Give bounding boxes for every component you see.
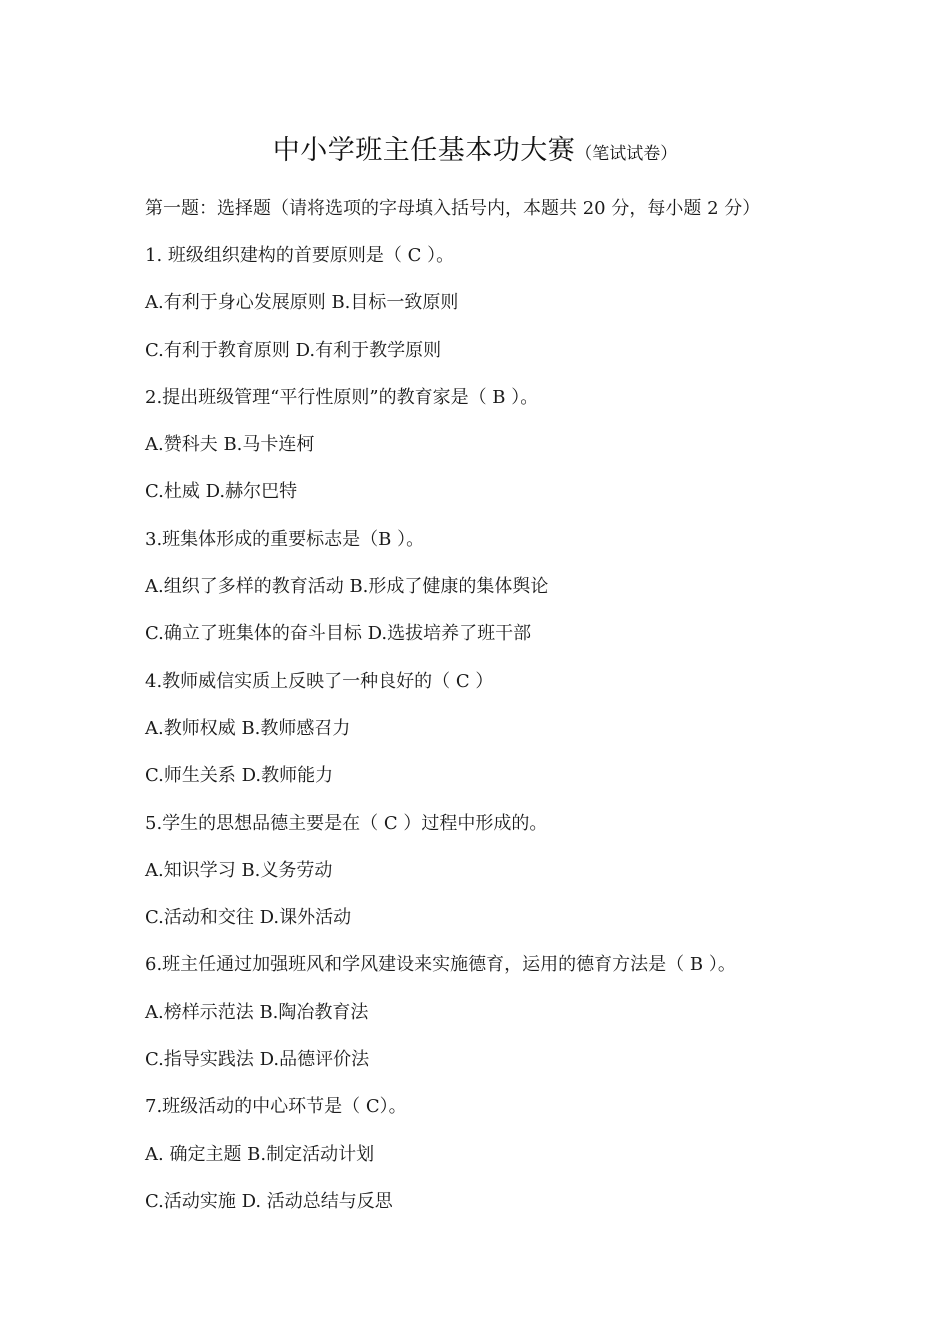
question-line: 3.班集体形成的重要标志是（B ）。 (145, 528, 425, 550)
option-line: C.活动和交往 D.课外活动 (145, 907, 352, 929)
section-heading: 第一题：选择题（请将选项的字母填入括号内，本题共 20 分，每小题 2 分） (145, 198, 761, 219)
option-line: C.师生关系 D.教师能力 (145, 765, 334, 787)
option-line: A.组织了多样的教育活动 B.形成了健康的集体舆论 (145, 576, 549, 598)
option-line: C.指导实践法 D.品德评价法 (145, 1049, 370, 1071)
question-line: 5.学生的思想品德主要是在（ C ）过程中形成的。 (145, 812, 548, 834)
question-line: 1. 班级组织建构的首要原则是（ C ）。 (145, 245, 455, 266)
option-line: A.知识学习 B.义务劳动 (145, 859, 333, 881)
title-sub: （笔试试卷） (575, 144, 678, 164)
option-line: A.赞科夫 B.马卡连柯 (145, 434, 315, 456)
option-line: C.有利于教育原则 D.有利于教学原则 (145, 339, 442, 361)
question-line: 6.班主任通过加强班风和学风建设来实施德育，运用的德育方法是（ B ）。 (145, 954, 736, 976)
option-line: C.活动实施 D. 活动总结与反思 (145, 1190, 393, 1212)
option-line: A.有利于身心发展原则 B.目标一致原则 (145, 292, 459, 314)
document-title (0, 128, 950, 167)
question-list (145, 242, 845, 1235)
option-line: C.确立了班集体的奋斗目标 D.选拔培养了班干部 (145, 623, 532, 645)
option-line: C.杜威 D.赫尔巴特 (145, 481, 298, 503)
option-line: A. 确定主题 B.制定活动计划 (145, 1143, 375, 1165)
question-line: 7.班级活动的中心环节是（ C）。 (145, 1096, 407, 1118)
option-line: A.榜样示范法 B.陶冶教育法 (145, 1001, 369, 1023)
question-line: 2.提出班级管理“平行性原则”的教育家是（ B ）。 (145, 386, 539, 408)
option-line: A.教师权威 B.教师感召力 (145, 717, 351, 739)
question-line: 4.教师威信实质上反映了一种良好的（ C ） (145, 670, 494, 692)
title-main: 中小学班主任基本功大赛 (272, 135, 576, 166)
